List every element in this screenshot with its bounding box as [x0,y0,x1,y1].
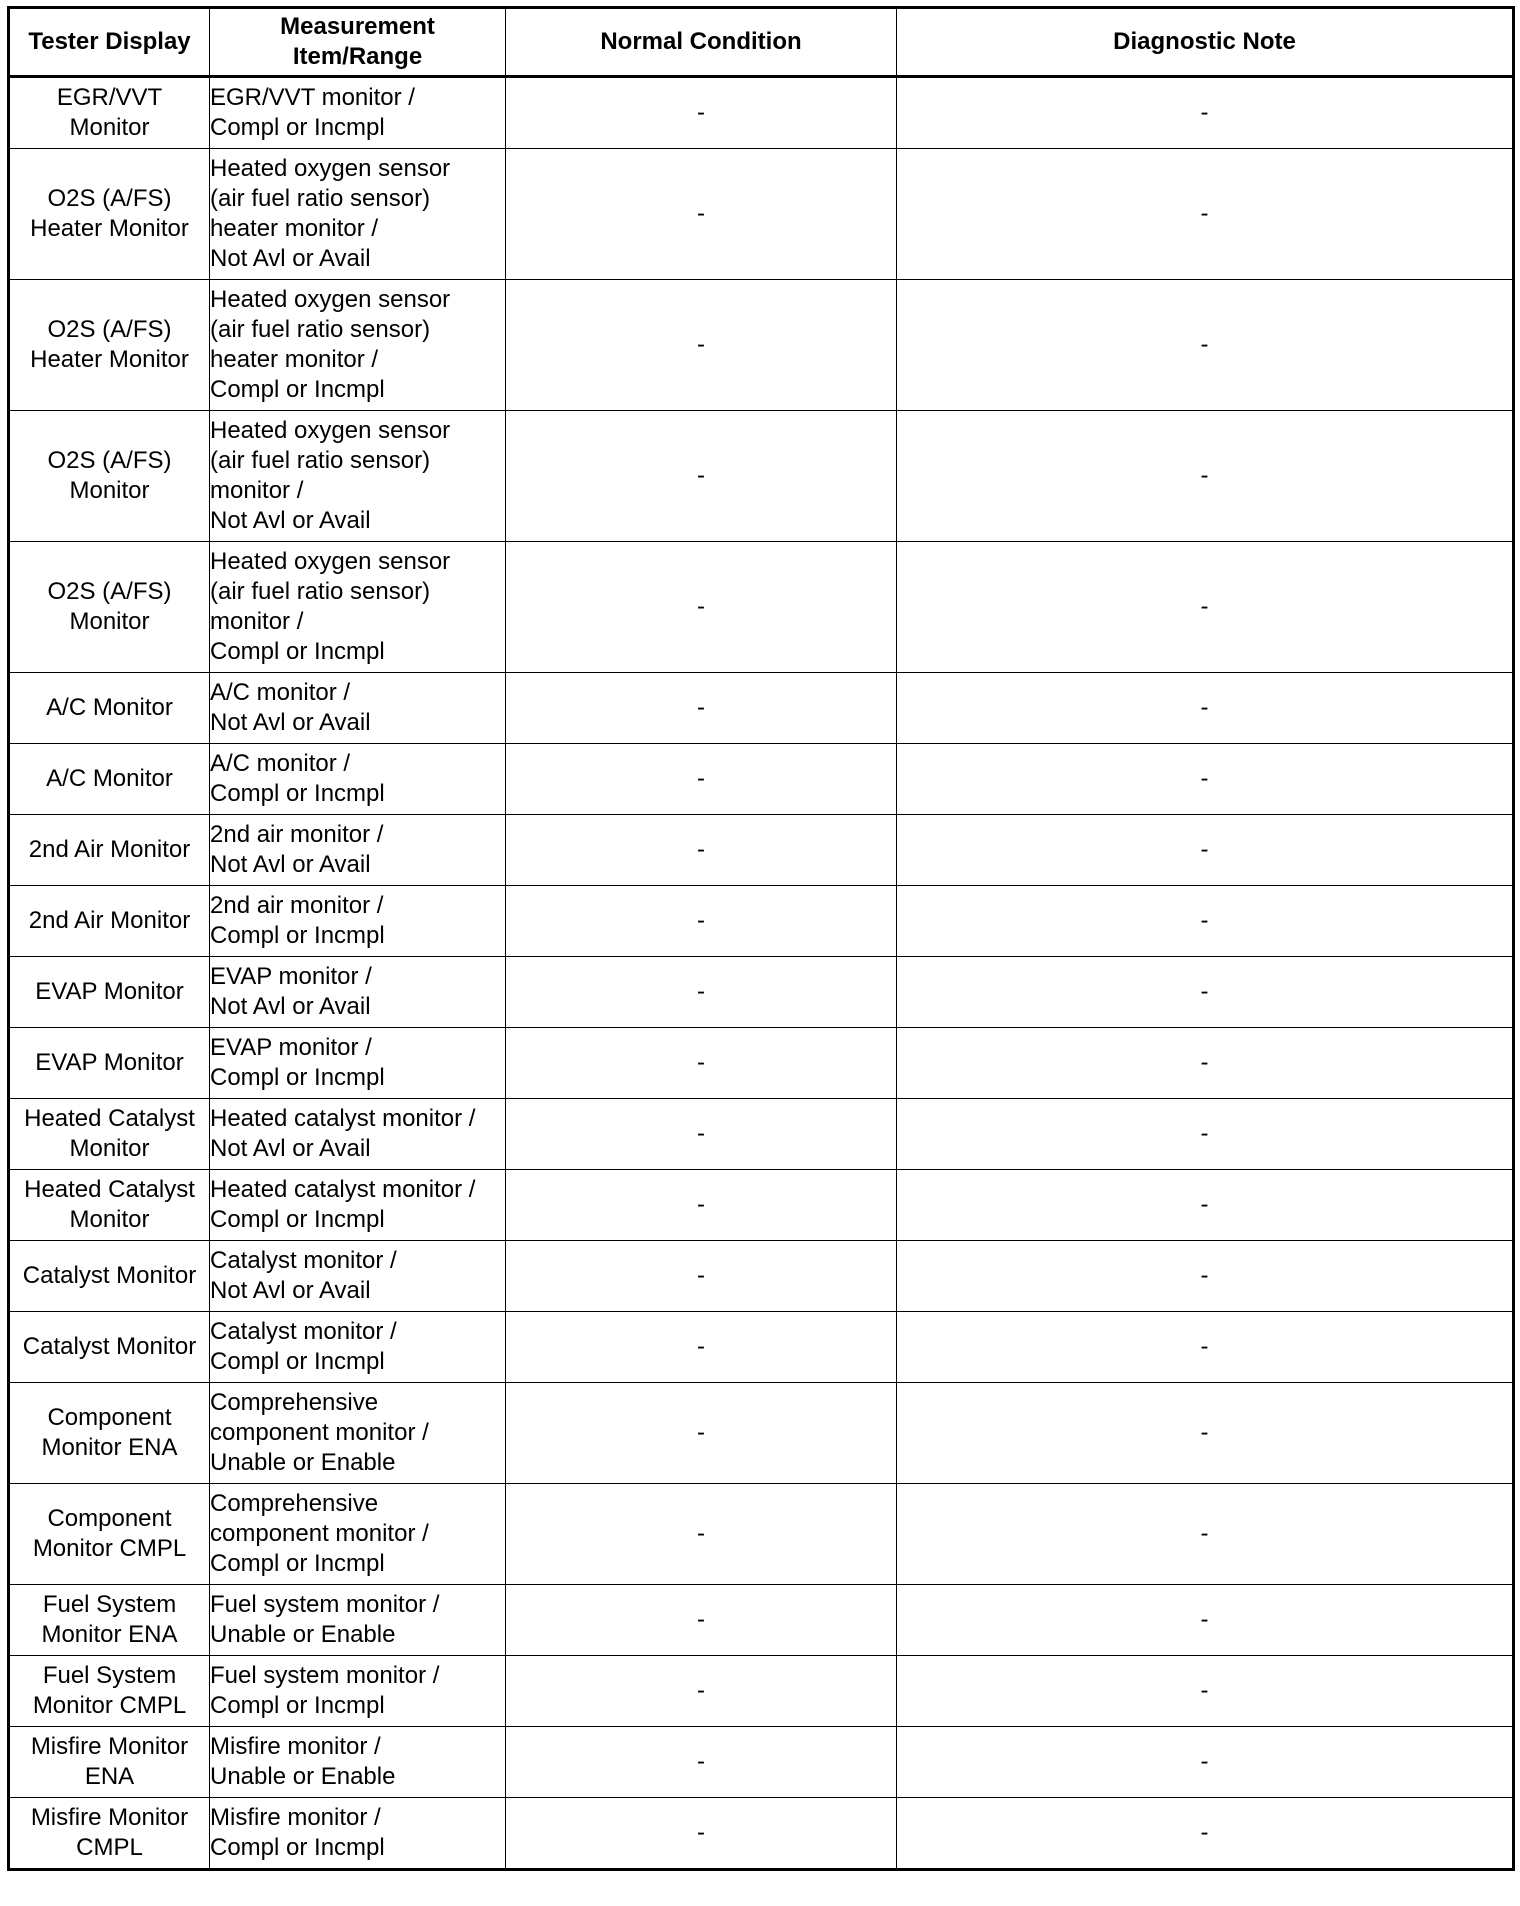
table-row [9,1585,1514,1656]
diagnostic-note-cell: - [897,1727,1514,1798]
normal-condition-cell: - [506,77,897,149]
diagnostic-note-cell: - [897,280,1514,411]
table-row [9,542,1514,673]
measurement-cell: Heated oxygen sensor (air fuel ratio sensor) heater monitor / Compl or Incmpl [210,280,506,411]
diagnostic-note-cell: - [897,542,1514,673]
measurement-cell: Heated oxygen sensor (air fuel ratio sensor) monitor / Not Avl or Avail [210,411,506,542]
normal-condition-cell: - [506,1028,897,1099]
diagnostic-note-cell: - [897,744,1514,815]
normal-condition-cell: - [506,1585,897,1656]
measurement-cell: EVAP monitor / Compl or Incmpl [210,1028,506,1099]
tester-display-cell: Misfire Monitor ENA [9,1727,210,1798]
diagnostic-note-cell: - [897,149,1514,280]
normal-condition-cell: - [506,1484,897,1585]
header-measurement-item-range: Measurement Item/Range [210,8,506,77]
tester-display-cell: Heated Catalyst Monitor [9,1099,210,1170]
normal-condition-cell: - [506,1170,897,1241]
normal-condition-cell: - [506,815,897,886]
table-row [9,957,1514,1028]
measurement-cell: Catalyst monitor / Compl or Incmpl [210,1312,506,1383]
measurement-cell: A/C monitor / Not Avl or Avail [210,673,506,744]
tester-display-cell: 2nd Air Monitor [9,815,210,886]
measurement-cell: Heated catalyst monitor / Not Avl or Avail [210,1099,506,1170]
tester-display-cell: Heated Catalyst Monitor [9,1170,210,1241]
table-row [9,280,1514,411]
table-row [9,77,1514,149]
diagnostic-note-cell: - [897,1312,1514,1383]
diagnostic-note-cell: - [897,1241,1514,1312]
monitor-data-table [7,6,1515,1871]
table-row [9,744,1514,815]
table-row [9,886,1514,957]
table-row [9,411,1514,542]
normal-condition-cell: - [506,1099,897,1170]
table-row [9,1028,1514,1099]
table-row [9,149,1514,280]
measurement-cell: Heated catalyst monitor / Compl or Incmpl [210,1170,506,1241]
diagnostic-note-cell: - [897,1170,1514,1241]
tester-display-cell: O2S (A/FS) Monitor [9,411,210,542]
tester-display-cell: Catalyst Monitor [9,1241,210,1312]
measurement-cell: EGR/VVT monitor / Compl or Incmpl [210,77,506,149]
measurement-cell: EVAP monitor / Not Avl or Avail [210,957,506,1028]
tester-display-cell: Misfire Monitor CMPL [9,1798,210,1870]
tester-display-cell: Component Monitor ENA [9,1383,210,1484]
measurement-cell: Misfire monitor / Compl or Incmpl [210,1798,506,1870]
normal-condition-cell: - [506,1312,897,1383]
measurement-cell: Heated oxygen sensor (air fuel ratio sensor) monitor / Compl or Incmpl [210,542,506,673]
measurement-cell: Comprehensive component monitor / Compl or Incmpl [210,1484,506,1585]
tester-display-cell: Catalyst Monitor [9,1312,210,1383]
measurement-cell: Fuel system monitor / Unable or Enable [210,1585,506,1656]
diagnostic-note-cell: - [897,1656,1514,1727]
measurement-cell: Fuel system monitor / Compl or Incmpl [210,1656,506,1727]
table-row [9,1656,1514,1727]
normal-condition-cell: - [506,1383,897,1484]
data-list-sheet [7,6,1515,1871]
tester-display-cell: O2S (A/FS) Heater Monitor [9,149,210,280]
normal-condition-cell: - [506,1241,897,1312]
normal-condition-cell: - [506,957,897,1028]
table-row [9,1383,1514,1484]
measurement-cell: 2nd air monitor / Compl or Incmpl [210,886,506,957]
header-row [9,8,1514,77]
normal-condition-cell: - [506,411,897,542]
tester-display-cell: Fuel System Monitor CMPL [9,1656,210,1727]
diagnostic-note-cell: - [897,1798,1514,1870]
diagnostic-note-cell: - [897,957,1514,1028]
normal-condition-cell: - [506,744,897,815]
tester-display-cell: O2S (A/FS) Heater Monitor [9,280,210,411]
table-row [9,1484,1514,1585]
header-diagnostic-note: Diagnostic Note [897,8,1514,77]
header-normal-condition: Normal Condition [506,8,897,77]
tester-display-cell: A/C Monitor [9,673,210,744]
diagnostic-note-cell: - [897,1484,1514,1585]
tester-display-cell: EGR/VVT Monitor [9,77,210,149]
table-row [9,1798,1514,1870]
tester-display-cell: Fuel System Monitor ENA [9,1585,210,1656]
diagnostic-note-cell: - [897,1585,1514,1656]
diagnostic-note-cell: - [897,886,1514,957]
measurement-cell: Misfire monitor / Unable or Enable [210,1727,506,1798]
diagnostic-note-cell: - [897,1099,1514,1170]
diagnostic-note-cell: - [897,1028,1514,1099]
header-tester-display: Tester Display [9,8,210,77]
tester-display-cell: EVAP Monitor [9,957,210,1028]
normal-condition-cell: - [506,1656,897,1727]
tester-display-cell: 2nd Air Monitor [9,886,210,957]
measurement-cell: Comprehensive component monitor / Unable or Enable [210,1383,506,1484]
normal-condition-cell: - [506,1798,897,1870]
measurement-cell: Catalyst monitor / Not Avl or Avail [210,1241,506,1312]
tester-display-cell: EVAP Monitor [9,1028,210,1099]
tester-display-cell: Component Monitor CMPL [9,1484,210,1585]
table-row [9,815,1514,886]
table-row [9,1241,1514,1312]
diagnostic-note-cell: - [897,1383,1514,1484]
measurement-cell: 2nd air monitor / Not Avl or Avail [210,815,506,886]
normal-condition-cell: - [506,1727,897,1798]
table-row [9,1099,1514,1170]
table-row [9,1312,1514,1383]
diagnostic-note-cell: - [897,673,1514,744]
table-row [9,1170,1514,1241]
normal-condition-cell: - [506,280,897,411]
tester-display-cell: O2S (A/FS) Monitor [9,542,210,673]
normal-condition-cell: - [506,886,897,957]
diagnostic-note-cell: - [897,77,1514,149]
diagnostic-note-cell: - [897,815,1514,886]
table-row [9,1727,1514,1798]
tester-display-cell: A/C Monitor [9,744,210,815]
diagnostic-note-cell: - [897,411,1514,542]
measurement-cell: Heated oxygen sensor (air fuel ratio sensor) heater monitor / Not Avl or Avail [210,149,506,280]
measurement-cell: A/C monitor / Compl or Incmpl [210,744,506,815]
normal-condition-cell: - [506,673,897,744]
table-row [9,673,1514,744]
normal-condition-cell: - [506,149,897,280]
normal-condition-cell: - [506,542,897,673]
